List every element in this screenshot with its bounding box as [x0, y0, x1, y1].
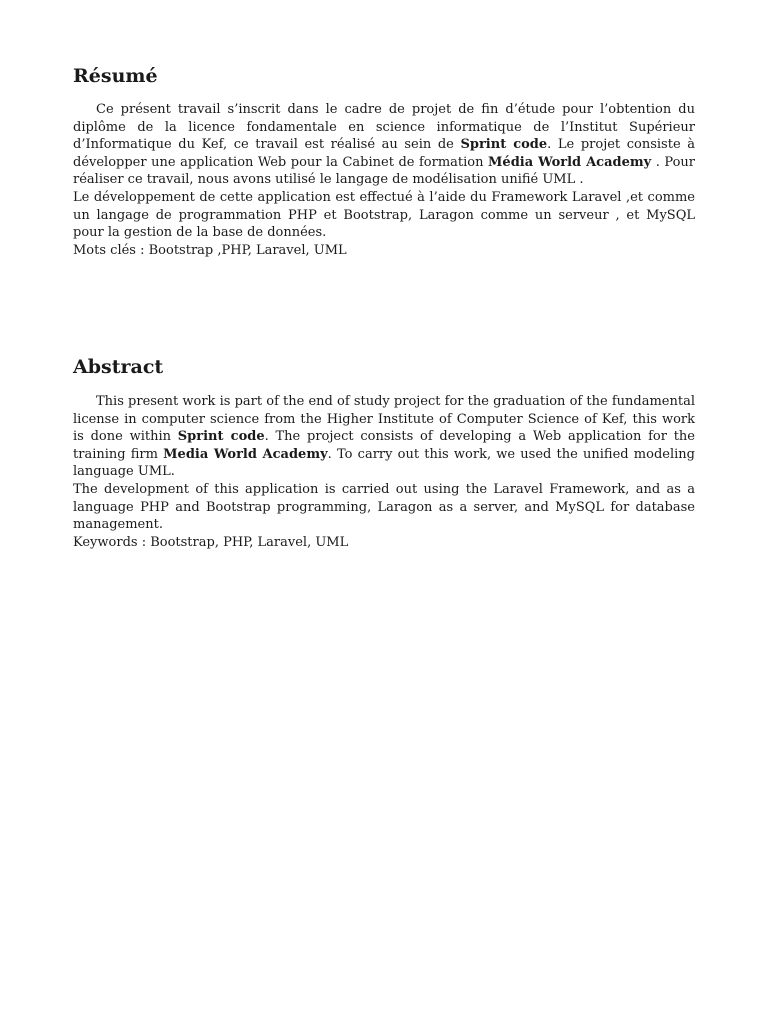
- resume-company-name: Sprint code: [460, 137, 548, 153]
- abstract-p1-text-a: This present work is part of the end of study project for the graduation of the fundamental license in computer science from the Higher Institute of Computer Science of Kef, this work is done within: [73, 394, 695, 445]
- abstract-p1-text-c: . To carry out this work, we used the unified modeling language UML.: [73, 446, 695, 480]
- resume-body: [73, 101, 695, 259]
- abstract-keywords: Keywords : Bootstrap, PHP, Laravel, UML: [73, 534, 349, 550]
- resume-heading: Résumé: [73, 65, 158, 87]
- resume-p1-text-a: Ce présent travail s’inscrit dans le cadre de projet de fin d’étude pour l’obtention du diplôme de la licence fondamentale en science informatique de l’Institut Supérieur d’Informatique du Kef, ce travail est réalisé au sein de: [73, 102, 695, 153]
- resume-client-name: Média World Academy: [488, 154, 652, 170]
- abstract-client-name: Media World Academy: [163, 446, 328, 462]
- abstract-paragraph-1: [73, 393, 695, 481]
- abstract-body: [73, 393, 695, 551]
- abstract-heading: Abstract: [73, 356, 164, 378]
- abstract-p1-text-b: . The project consists of developing a Web application for the training firm: [73, 429, 696, 462]
- abstract-paragraph-2: The development of this application is carried out using the Laravel Framework, and as a language PHP and Bootstrap programming, Laragon as a server, and MySQL for database management.: [73, 481, 695, 533]
- resume-p1-text-b: . Le projet consiste à développer une application Web pour la Cabinet de formation: [73, 137, 695, 170]
- resume-keywords: Mots clés : Bootstrap ,PHP, Laravel, UML: [73, 242, 347, 258]
- resume-p1-text-c: . Pour réaliser ce travail, nous avons utilisé le langage de modélisation unifié UML .: [73, 154, 695, 188]
- resume-paragraph-2: Le développement de cette application est effectué à l’aide du Framework Laravel ,et comme un langage de programmation PHP et Bootstrap, Laragon comme un serveur , et MySQL pour la gestion de la base de données.: [73, 189, 695, 241]
- resume-paragraph-1: [73, 101, 695, 189]
- abstract-company-name: Sprint code: [177, 429, 265, 445]
